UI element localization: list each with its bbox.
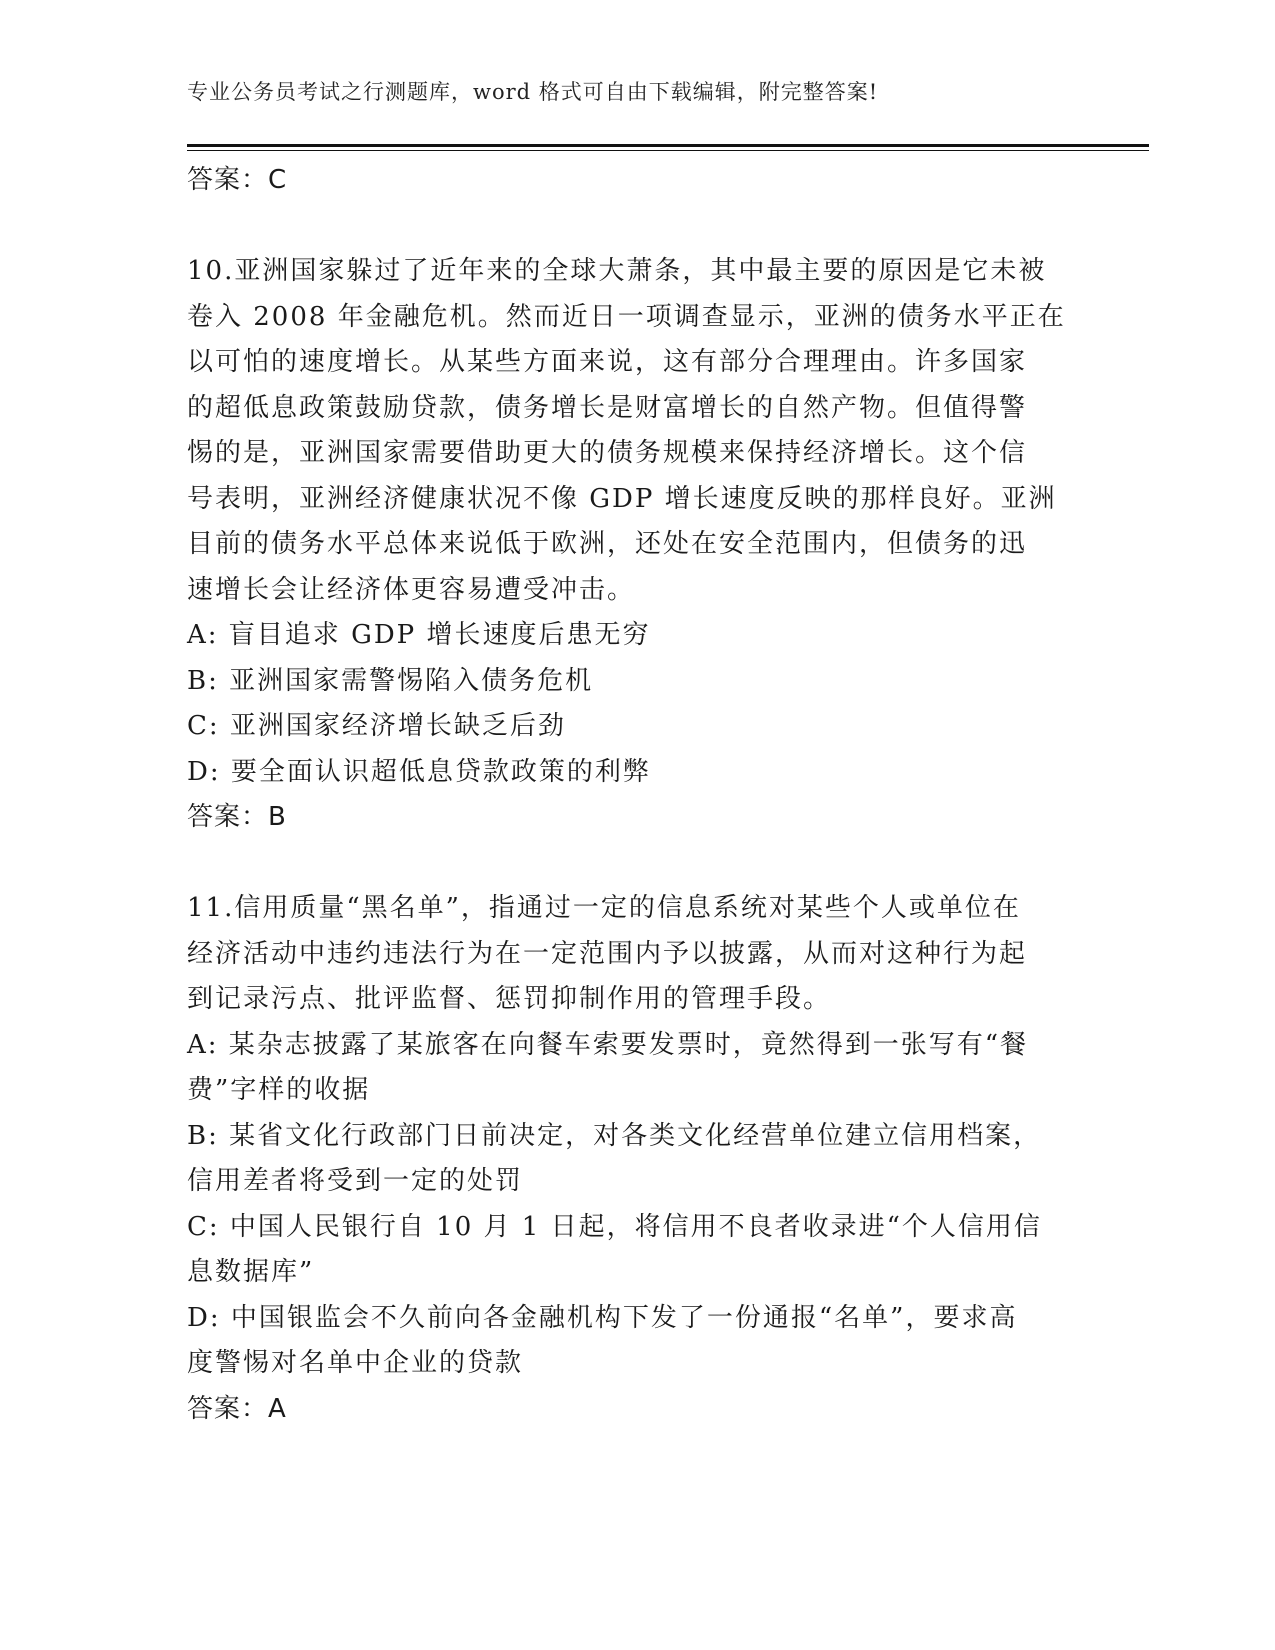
previous-answer: 答案：C	[187, 165, 288, 195]
question-stem-line: 经济活动中违约违法行为在一定范围内予以披露，从而对这种行为起	[187, 938, 1028, 969]
option-a: A: 某杂志披露了某旅客在向餐车索要发票时，竟然得到一张写有“餐	[187, 1029, 1029, 1060]
question-stem-line: 到记录污点、批评监督、惩罚抑制作用的管理手段。	[187, 984, 832, 1014]
option-c: C: 亚洲国家经济增长缺乏后劲	[187, 711, 566, 741]
option-c: C: 中国人民银行自 10 月 1 日起，将信用不良者收录进“个人信用信	[187, 1211, 1042, 1242]
question-stem-line: 号表明，亚洲经济健康状况不像 GDP 增长速度反映的那样良好。亚洲	[187, 483, 1057, 514]
question-stem-line: 以可怕的速度增长。从某些方面来说，这有部分合理理由。许多国家	[187, 347, 1028, 377]
spacer	[187, 204, 1077, 250]
option-a-cont: 费”字样的收据	[187, 1075, 371, 1105]
question-stem-line: 速增长会让经济体更容易遭受冲击。	[187, 574, 636, 605]
question-stem-line: 10.亚洲国家躲过了近年来的全球大萧条，其中最主要的原因是它未被	[187, 256, 1047, 286]
question-stem-line: 11.信用质量“黑名单”，指通过一定的信息系统对某些个人或单位在	[187, 893, 1021, 923]
spacer	[187, 841, 1077, 887]
question-stem-line: 惕的是，亚洲国家需要借助更大的债务规模来保持经济增长。这个信	[187, 438, 1028, 468]
question-stem-line: 目前的债务水平总体来说低于欧洲，还处在安全范围内，但债务的迅	[187, 529, 1028, 559]
option-c-cont: 息数据库”	[187, 1257, 315, 1287]
question-stem-line: 的超低息政策鼓励贷款，债务增长是财富增长的自然产物。但值得警	[187, 392, 1028, 423]
answer-10: 答案：B	[187, 802, 287, 832]
question-10	[187, 249, 1077, 841]
document-body	[187, 158, 1077, 1432]
question-11	[187, 886, 1077, 1432]
option-d: D: 中国银监会不久前向各金融机构下发了一份通报“名单”，要求高	[187, 1302, 1018, 1333]
option-b: B: 某省文化行政部门日前决定，对各类文化经营单位建立信用档案，	[187, 1120, 1042, 1151]
option-b-cont: 信用差者将受到一定的处罚	[187, 1166, 524, 1196]
header-rule-thick	[187, 144, 1149, 147]
option-a: A: 盲目追求 GDP 增长速度后患无穷	[187, 620, 651, 650]
answer-11: 答案：A	[187, 1393, 287, 1424]
option-d-cont: 度警惕对名单中企业的贷款	[187, 1348, 524, 1378]
question-stem-line: 卷入 2008 年金融危机。然而近日一项调查显示，亚洲的债务水平正在	[187, 301, 1066, 332]
header-rule-thin	[187, 150, 1149, 151]
option-d: D: 要全面认识超低息贷款政策的利弊	[187, 756, 651, 787]
header-note: 专业公务员考试之行测题库，word 格式可自由下载编辑，附完整答案!	[187, 80, 879, 104]
option-b: B: 亚洲国家需警惕陷入债务危机	[187, 665, 594, 696]
